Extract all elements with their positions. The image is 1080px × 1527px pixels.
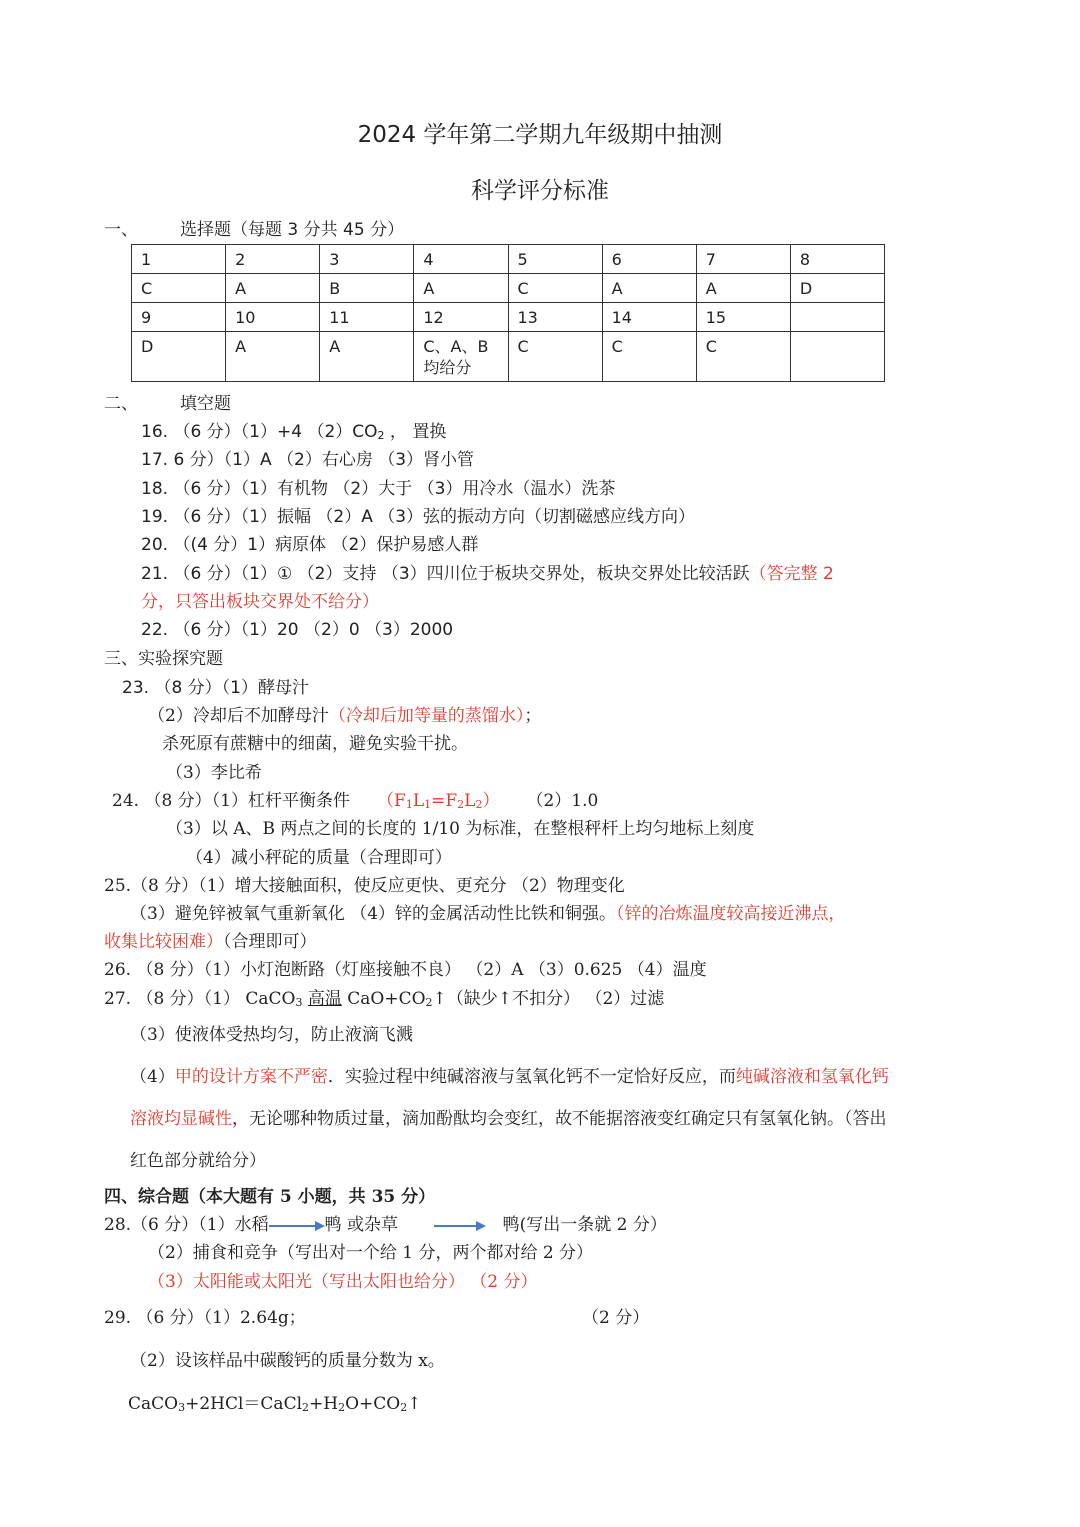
q25-line-2: （3）避免锌被氧气重新氧化 （4）锌的金属活动性比铁和铜强。（锌的冶炼温度较高接近沸点， (130, 904, 846, 924)
table-cell: 15 (696, 303, 790, 332)
table-cell: 12 (414, 303, 508, 332)
table-cell: C (132, 274, 226, 303)
q23-line-2: （2）冷却后不加酵母汁（冷却后加等量的蒸馏水）； (148, 706, 542, 726)
q27-line-2: （3）使液体受热均匀，防止液滴飞溅 (130, 1025, 413, 1045)
table-cell: 14 (602, 303, 696, 332)
q23-line-1: 23. （8 分）（1）酵母汁 (122, 678, 309, 698)
q24-line-1: 24. （8 分）（1）杠杆平衡条件 $(F_1L_1=F_2L_2)$ （2）1.0 (112, 791, 599, 811)
table-cell: A (602, 274, 696, 303)
arrow-icon (430, 1220, 486, 1232)
table-cell: B (320, 274, 414, 303)
section-4-heading: 四、综合题（本大题有 5 小题，共 35 分） (104, 1187, 436, 1207)
table-row (132, 245, 885, 274)
table-cell: 7 (696, 245, 790, 274)
table-cell: D (132, 332, 226, 382)
q20-line: 20. （(4 分）1）病原体 （2）保护易感人群 (141, 535, 479, 555)
section-2-number: 二、 (104, 394, 138, 414)
table-cell: C (696, 332, 790, 382)
q17-line: 17. 6 分）（1）A （2）右心房 （3）肾小管 (141, 450, 475, 470)
q22-line: 22. （6 分）（1）20 （2）0 （3）2000 (141, 620, 454, 640)
table-cell: A (696, 274, 790, 303)
q23-line-3: 杀死原有蔗糖中的细菌，避免实验干扰。 (162, 734, 468, 754)
table-cell (790, 303, 884, 332)
table-cell: 8 (790, 245, 884, 274)
q19-line: 19. （6 分）（1）振幅 （2）A （3）弦的振动方向（切割磁感应线方向） (141, 507, 696, 527)
table-row (132, 303, 885, 332)
q27-line-3: （4）甲的设计方案不严密．实验过程中纯碱溶液与氢氧化钙不一定恰好反应，而纯碱溶液和氢氧化钙 (130, 1067, 889, 1087)
q24-line-2: （3）以 A、B 两点之间的长度的 1/10 为标准，在整根秤杆上均匀地标上刻度 (166, 819, 755, 839)
q27-line-5: 红色部分就给分） (130, 1151, 266, 1171)
q21-note: 分，只答出板块交界处不给分） (141, 592, 379, 612)
q29-equation: $CaCO_3+2HCl=CaCl_2+H_2O+CO_2↑$ (128, 1394, 422, 1414)
q18-line: 18. （6 分）（1）有机物 （2）大于 （3）用冷水（温水）洗茶 (141, 479, 616, 499)
q21-line: 21. （6 分）（1）① （2）支持 （3）四川位于板块交界处，板块交界处比较活跃（答完整 2 (141, 564, 834, 584)
table-cell: 9 (132, 303, 226, 332)
table-row (132, 332, 885, 382)
table-cell: A (226, 274, 320, 303)
q23-line-4: （3）李比希 (166, 763, 262, 783)
section-1-number: 一、 (104, 220, 138, 240)
section-2-heading: 填空题 (180, 394, 231, 414)
table-cell: 11 (320, 303, 414, 332)
table-cell: 2 (226, 245, 320, 274)
q24-line-3: （4）减小秤砣的质量（合理即可） (186, 848, 452, 868)
page-subtitle: 科学评分标准 (471, 178, 609, 204)
page-title: 2024 学年第二学期九年级期中抽测 (357, 122, 723, 148)
table-cell: C (508, 332, 602, 382)
table-cell: C (508, 274, 602, 303)
arrow-icon (269, 1220, 325, 1232)
q29-line-2: （2）设该样品中碳酸钙的质量分数为 x。 (130, 1351, 445, 1371)
table-cell (790, 332, 884, 382)
table-cell: C、A、B 均给分 (414, 332, 508, 382)
q28-line-2: （2）捕食和竞争（写出对一个给 1 分，两个都对给 2 分） (148, 1243, 594, 1263)
answer-table (131, 244, 885, 382)
table-cell: 6 (602, 245, 696, 274)
table-cell: D (790, 274, 884, 303)
section-1-heading: 选择题（每题 3 分共 45 分） (180, 220, 405, 240)
table-cell: 5 (508, 245, 602, 274)
table-cell: C (602, 332, 696, 382)
q27-line-1: 27. （8 分）（1） CaCO$_3$ 高温 $CaO+CO_2↑$（缺少↑不扣分） （2）过滤 (104, 989, 665, 1009)
q25-line-3: 收集比较困难）（合理即可） (104, 932, 317, 952)
table-cell: A (226, 332, 320, 382)
table-cell: 10 (226, 303, 320, 332)
table-cell: 1 (132, 245, 226, 274)
q16-line: 16. （6 分）（1）+4 $(2)CO_2$ ， 置换 (141, 422, 447, 442)
table-cell: A (414, 274, 508, 303)
table-cell: 4 (414, 245, 508, 274)
table-cell: 3 (320, 245, 414, 274)
table-cell: 13 (508, 303, 602, 332)
table-row (132, 274, 885, 303)
q27-line-4: 溶液均显碱性，无论哪种物质过量，滴加酚酞均会变红，故不能据溶液变红确定只有氢氧化钠。（答出 (130, 1109, 887, 1129)
q26-line: 26. （8 分）（1）小灯泡断路（灯座接触不良） （2）A （3）0.625 （4）温度 (104, 960, 707, 980)
q29-line-1: 29. （6 分）（1）2.64g； (104, 1308, 306, 1328)
q25-line-1: 25.（8 分）（1）增大接触面积，使反应更快、更充分 （2）物理变化 (104, 876, 625, 896)
q29-score: （2 分） (582, 1308, 650, 1328)
table-cell: A (320, 332, 414, 382)
q28-line-1: 28.（6 分）（1）水稻 鸭 或杂草 鸭(写出一条就 2 分） (104, 1215, 667, 1235)
q28-line-3: （3）太阳能或太阳光（写出太阳也给分） （2 分） (148, 1272, 538, 1292)
section-3-heading: 三、实验探究题 (104, 649, 223, 669)
